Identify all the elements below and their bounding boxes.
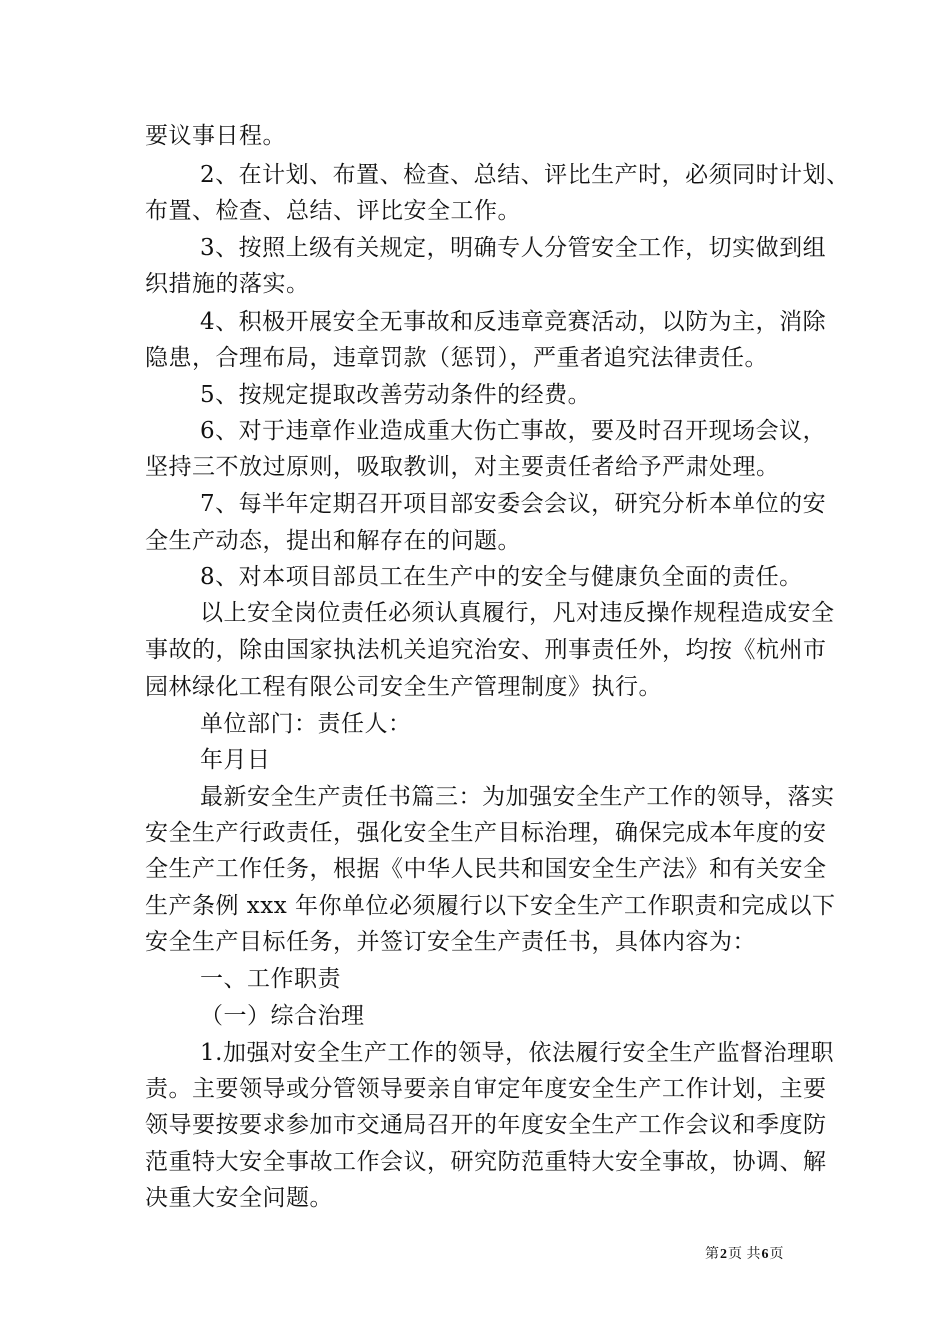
text-line: 坚持三不放过原则，吸取教训，对主要责任者给予严肃处理。 [145, 454, 780, 480]
text-line: 布置、检查、总结、评比安全工作。 [145, 198, 521, 224]
text-line: 4、积极开展安全无事故和反违章竞赛活动，以防为主，消除 [200, 309, 827, 335]
current-page-number: 2 [720, 1247, 727, 1262]
text-line: 1.加强对安全生产工作的领导，依法履行安全生产监督治理职 [200, 1040, 834, 1066]
text-line: 3、按照上级有关规定，明确专人分管安全工作，切实做到组 [200, 235, 827, 261]
text-line: 全生产工作任务，根据《中华人民共和国安全生产法》和有关安全 [145, 856, 827, 882]
text-line: 单位部门：责任人： [200, 711, 412, 737]
text-line: 决重大安全问题。 [145, 1185, 333, 1211]
page-number-footer [705, 1245, 783, 1264]
text-line: 领导要按要求参加市交通局召开的年度安全生产工作会议和季度防 [145, 1112, 827, 1138]
subsection-heading: （一）综合治理 [200, 1003, 365, 1029]
text-line: 6、对于违章作业造成重大伤亡事故，要及时召开现场会议， [200, 418, 827, 444]
text-line: 年月日 [200, 747, 271, 773]
text-line: 7、每半年定期召开项目部安委会会议，研究分析本单位的安 [200, 491, 827, 517]
section-heading: 一、工作职责 [200, 966, 341, 992]
text-line: 全生产动态，提出和解存在的问题。 [145, 528, 521, 554]
text-line: 事故的，除由国家执法机关追究治安、刑事责任外，均按《杭州市 [145, 637, 827, 663]
footer-middle: 页 共 [728, 1246, 761, 1262]
text-line: 8、对本项目部员工在生产中的安全与健康负全面的责任。 [200, 564, 803, 590]
text-line: 织措施的落实。 [145, 271, 310, 297]
text-line: 要议事日程。 [145, 123, 286, 149]
total-page-count: 6 [761, 1247, 769, 1262]
text-line: 生产条例 xxx 年你单位必须履行以下安全生产工作职责和完成以下 [145, 893, 836, 919]
text-line: 安全生产目标任务，并签订安全生产责任书，具体内容为： [145, 929, 756, 955]
text-line: 隐患，合理布局，违章罚款（惩罚），严重者追究法律责任。 [145, 345, 768, 371]
text-line: 以上安全岗位责任必须认真履行，凡对违反操作规程造成安全 [200, 600, 835, 626]
footer-prefix: 第 [705, 1246, 719, 1262]
text-line: 2、在计划、布置、检查、总结、评比生产时，必须同时计划、 [200, 162, 850, 188]
text-line: 安全生产行政责任，强化安全生产目标治理，确保完成本年度的安 [145, 820, 827, 846]
text-line: 园林绿化工程有限公司安全生产管理制度》执行。 [145, 674, 662, 700]
footer-suffix: 页 [769, 1246, 784, 1262]
text-line: 范重特大安全事故工作会议，研究防范重特大安全事故，协调、解 [145, 1149, 827, 1175]
text-line: 5、按规定提取改善劳动条件的经费。 [200, 382, 592, 408]
text-line: 最新安全生产责任书篇三：为加强安全生产工作的领导，落实 [200, 784, 835, 810]
text-line: 责。主要领导或分管领导要亲自审定年度安全生产工作计划，主要 [145, 1076, 827, 1102]
